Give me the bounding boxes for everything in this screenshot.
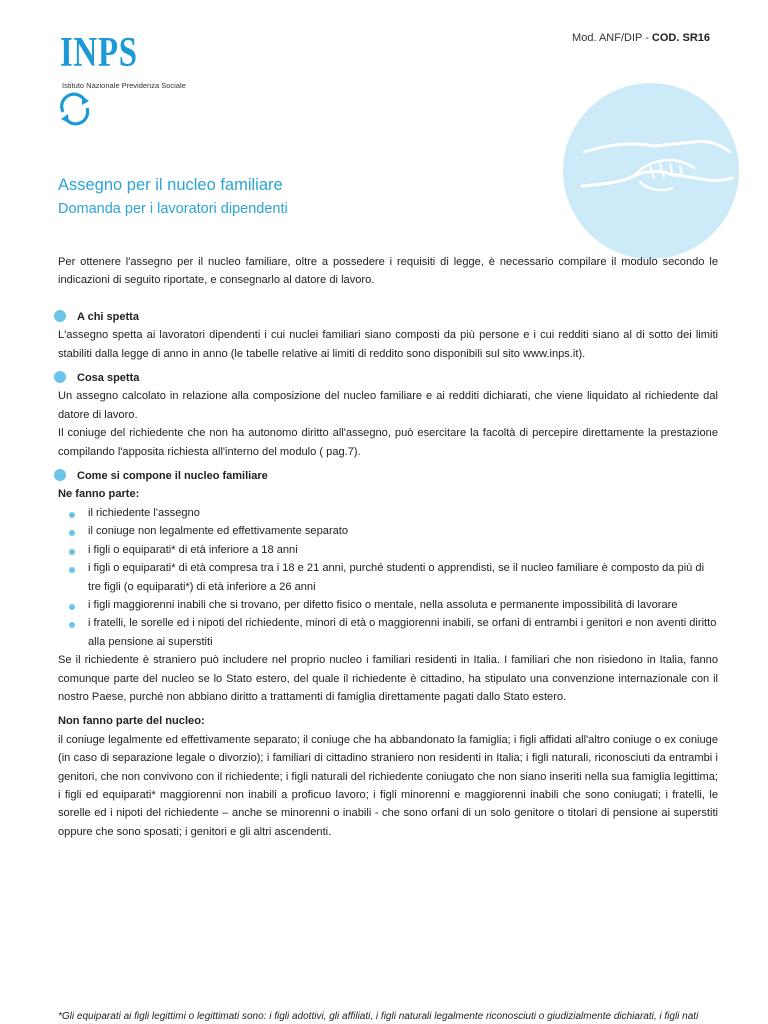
- list-item-text: il coniuge non legalmente ed effettivamente separato: [88, 525, 349, 538]
- excluded-heading: Non fanno parte del nucleo:: [58, 715, 205, 728]
- section-heading-text: Come si compone il nucleo familiare: [77, 470, 268, 483]
- cosa-spetta-text-2: Il coniuge del richiedente che non ha autonomo diritto all'assegno, può esercitare la facoltà di percepire direttamente la prestazione compilando l'apposita richiesta all'interno del modulo ( pag.7).: [58, 427, 718, 458]
- section-heading-text: A chi spetta: [77, 310, 139, 323]
- section-heading-a-chi-spetta: [58, 308, 718, 326]
- bullet-icon: [69, 549, 75, 555]
- a-chi-spetta-text: L'assegno spetta ai lavoratori dipendenti i cui nuclei familiari siano composti da più persone e i cui redditi siano al di sotto dei limiti stabiliti dalla legge di anno in anno (le tabelle relative ai limiti di reddito sono disponibili sul sito www.inps.it).: [58, 329, 718, 360]
- list-item: [58, 596, 718, 614]
- logo-caption: Istituto Nazionale Previdenza Sociale: [62, 81, 186, 90]
- page-subtitle: Domanda per i lavoratori dipendenti: [58, 201, 288, 217]
- section-bullet-icon: [54, 310, 66, 322]
- document-body: [58, 253, 718, 841]
- members-list: [58, 504, 718, 651]
- list-item-text: il richiedente l'assegno: [88, 506, 200, 519]
- bullet-icon: [69, 567, 75, 573]
- page-title: Assegno per il nucleo familiare: [58, 176, 283, 194]
- intro-paragraph: Per ottenere l'assegno per il nucleo familiare, oltre a possedere i requisiti di legge, è necessario compilare il modulo secondo le indicazioni di seguito riportate, e consegnarlo al datore di lavoro.: [58, 256, 718, 287]
- bullet-icon: [69, 512, 75, 518]
- handshake-icon: [562, 82, 740, 260]
- cosa-spetta-text-1: Un assegno calcolato in relazione alla composizione del nucleo familiare e ai redditi dichiarati, che viene liquidato al richiedente dal datore di lavoro.: [58, 390, 718, 421]
- list-item: [58, 559, 718, 596]
- form-code-value: COD. SR16: [651, 32, 710, 44]
- members-heading: Ne fanno parte:: [58, 488, 140, 501]
- section-heading-cosa-spetta: [58, 369, 718, 387]
- list-item: [58, 541, 718, 559]
- list-item: [58, 504, 718, 522]
- section-heading-come-si-compone: [58, 467, 718, 485]
- bullet-icon: [69, 604, 75, 610]
- inps-logo: [58, 26, 218, 126]
- bullet-icon: [69, 622, 75, 628]
- list-item: [58, 614, 718, 651]
- list-item-text: i figli maggiorenni inabili che si trovano, per difetto fisico o mentale, nella assoluta e permanente impossibilità di lavorare: [88, 598, 678, 611]
- list-item-text: i figli o equiparati* di età inferiore a 18 anni: [88, 543, 298, 556]
- excluded-text: il coniuge legalmente ed effettivamente separato; il coniuge che ha abbandonato la famiglia; i figli affidati all'altro coniuge o ex coniuge (in caso di separazione legale o divorzio); i familiari di cittadino straniero non residenti in Italia; i figli naturali, riconosciuti da entrambi i genitori, che non convivono con il richiedente; i figli naturali del richiedente coniugato che non siano inseriti nella sua famiglia legittima; i figli ed equiparati* maggiorenni non inabili a proficuo lavoro; i figli minorenni e maggiorenni inabili che sono coniugati; i fratelli, le sorelle ed i nipoti del richiedente – anche se minorenni o inabili - che sono orfani di un solo genitore o titolari di pensione ai superstiti oppure che sono sposati; i genitori e gli altri ascendenti.: [58, 733, 718, 838]
- logo-text: INPS: [60, 30, 138, 76]
- form-code-prefix: Mod. ANF/DIP -: [572, 32, 652, 44]
- footnote: *Gli equiparati ai figli legittimi o legittimati sono: i figli adottivi, gli affiliati, i figli naturali legalmente riconosciuti o giudizialmente dichiarati, i figli nati: [58, 1011, 699, 1022]
- section-heading-text: Cosa spetta: [77, 372, 140, 385]
- foreign-note: Se il richiedente è straniero può includere nel proprio nucleo i familiari residenti in Italia. I familiari che non risiedono in Italia, fanno comunque parte del nucleo se lo Stato estero, del quale il richiedente è cittadino, ha stipulato una convenzione internazionale con il nostro Paese, purché non abbiano diritto a trattamenti di famiglia direttamente pagati dallo Stato estero.: [58, 654, 718, 703]
- section-bullet-icon: [54, 469, 66, 481]
- bullet-icon: [69, 530, 75, 536]
- list-item-text: i figli o equiparati* di età compresa tra i 18 e 21 anni, purché studenti o apprendisti, se il nucleo familiare è composto da più di tre figli (o equiparati*) di età inferiore a 26 anni: [88, 562, 705, 593]
- section-bullet-icon: [54, 371, 66, 383]
- list-item-text: i fratelli, le sorelle ed i nipoti del richiedente, minori di età o maggiorenni inabili, se orfani di entrambi i genitori e non aventi diritto alla pensione ai superstiti: [88, 617, 717, 648]
- list-item: [58, 522, 718, 540]
- circular-arrows-icon: [58, 92, 92, 126]
- form-code: [572, 32, 710, 44]
